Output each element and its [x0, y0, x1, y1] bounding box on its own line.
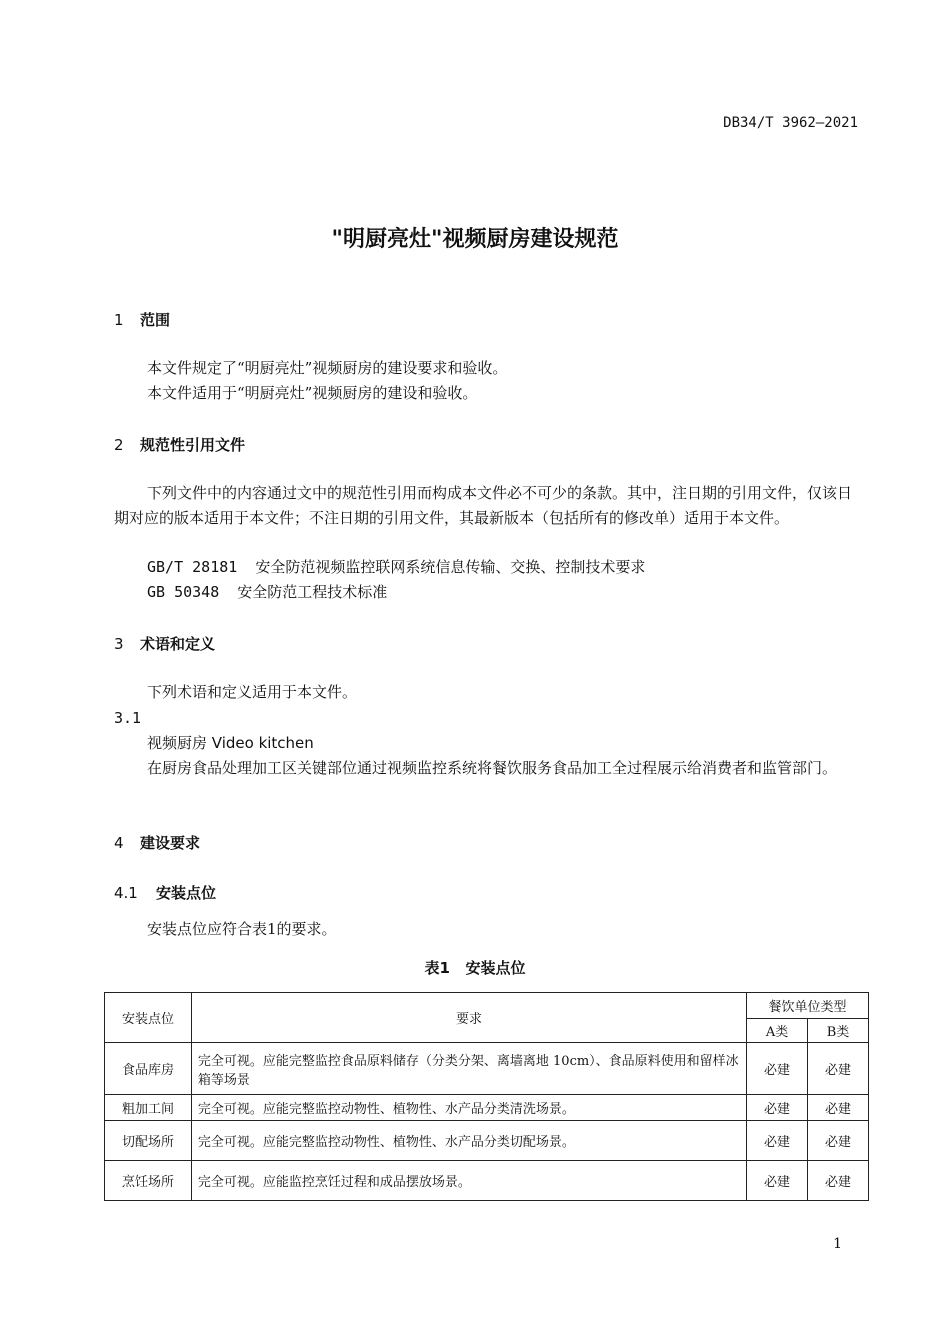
- section-number: 1: [114, 311, 124, 329]
- cell-location: 食品库房: [105, 1043, 192, 1095]
- document-title: "明厨亮灶"视频厨房建设规范: [331, 227, 619, 252]
- paragraph: 本文件适用于“明厨亮灶”视频厨房的建设和验收。: [147, 384, 478, 402]
- header-location: 安装点位: [105, 993, 192, 1043]
- table-row: [105, 1121, 869, 1161]
- paragraph: 本文件规定了“明厨亮灶”视频厨房的建设要求和验收。: [147, 359, 508, 377]
- header-unit-type: 餐饮单位类型: [747, 993, 869, 1019]
- section-title: 规范性引用文件: [140, 436, 246, 454]
- cell-type-a: 必建: [747, 1161, 808, 1201]
- installation-table: [104, 992, 869, 1201]
- cell-requirement: 完全可视。应能完整监控动物性、植物性、水产品分类清洗场景。: [191, 1095, 746, 1121]
- cell-type-b: 必建: [808, 1161, 869, 1201]
- header-requirement: 要求: [191, 993, 746, 1043]
- paragraph: 安装点位应符合表1的要求。: [147, 920, 337, 938]
- subsection-4-1-heading: [114, 882, 216, 903]
- table-row: [105, 1161, 869, 1201]
- cell-type-a: 必建: [747, 1043, 808, 1095]
- cell-location: 切配场所: [105, 1121, 192, 1161]
- table-row: [105, 1095, 869, 1121]
- section-number: 2: [114, 436, 124, 454]
- reference-item: GB/T 28181 安全防范视频监控联网系统信息传输、交换、控制技术要求: [147, 558, 646, 576]
- section-title: 术语和定义: [140, 635, 216, 653]
- paragraph: 下列文件中的内容通过文中的规范性引用而构成本文件必不可少的条款。其中，注日期的引用文件，仅该日期对应的版本适用于本文件；不注日期的引用文件，其最新版本（包括所有的修改单）适用于本文件。: [114, 484, 853, 527]
- section-1-heading: [114, 309, 170, 330]
- table-caption: 表1 安装点位: [424, 959, 526, 977]
- section-title: 建设要求: [140, 834, 201, 852]
- section-title: 范围: [140, 311, 171, 329]
- reference-item: GB 50348 安全防范工程技术标准: [147, 583, 388, 601]
- document-number: DB34/T 3962—2021: [723, 115, 858, 131]
- cell-location: 粗加工间: [105, 1095, 192, 1121]
- section-number: 3: [114, 635, 124, 653]
- section-3-heading: [114, 633, 215, 654]
- section-4-heading: [114, 832, 200, 853]
- cell-type-a: 必建: [747, 1121, 808, 1161]
- cell-type-b: 必建: [808, 1121, 869, 1161]
- header-type-a: A类: [747, 1019, 808, 1043]
- term-definition: 在厨房食品处理加工区关键部位通过视频监控系统将餐饮服务食品加工全过程展示给消费者和监管部门。: [147, 759, 838, 777]
- term-title: 视频厨房 Video kitchen: [147, 734, 314, 752]
- cell-type-a: 必建: [747, 1095, 808, 1121]
- cell-type-b: 必建: [808, 1095, 869, 1121]
- paragraph: 下列术语和定义适用于本文件。: [147, 683, 358, 701]
- cell-type-b: 必建: [808, 1043, 869, 1095]
- cell-requirement: 完全可视。应能完整监控动物性、植物性、水产品分类切配场景。: [191, 1121, 746, 1161]
- cell-requirement: 完全可视。应能完整监控食品原料储存（分类分架、离墙离地 10cm）、食品原料使用和留样冰箱等场景: [191, 1043, 746, 1095]
- cell-requirement: 完全可视。应能监控烹饪过程和成品摆放场景。: [191, 1161, 746, 1201]
- subsection-number: 4.1: [114, 884, 138, 902]
- page-number: 1: [833, 1236, 842, 1252]
- header-type-b: B类: [808, 1019, 869, 1043]
- subsection-number: 3.1: [114, 709, 142, 727]
- subsection-title: 安装点位: [156, 884, 217, 902]
- table-row: [105, 1043, 869, 1095]
- section-2-heading: [114, 434, 245, 455]
- cell-location: 烹饪场所: [105, 1161, 192, 1201]
- section-number: 4: [114, 834, 124, 852]
